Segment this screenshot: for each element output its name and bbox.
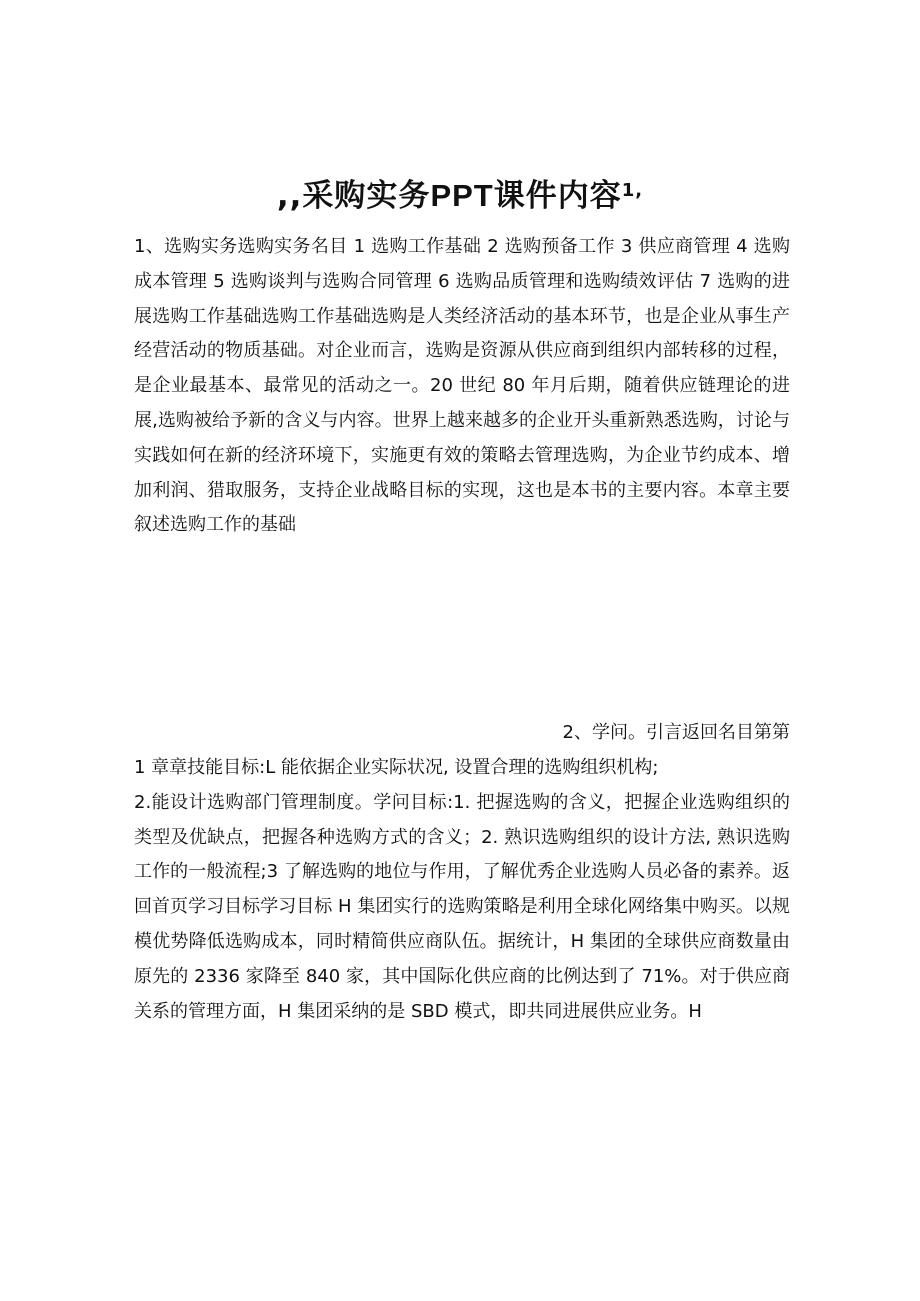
paragraph-1: 1、选购实务选购实务名目 1 选购工作基础 2 选购预备工作 3 供应商管理 4 选购成本管理 5 选购谈判与选购合同管理 6 选购品质管理和选购绩效评估 7 选购的进展选购工作基础选购工作基础选购是人类经济活动的基本环节，也是企业从事生产经营活动的物质基础。对企业而言，选购是资源从供应商到组织内部转移的过程，是企业最基本、最常见的活动之一。20 世纪 80 年月后期，随着供应链理论的进展,选购被给予新的含义与内容。世界上越来越多的企业开头重新熟悉选购，讨论与实践如何在新的经济环境下，实施更有效的策略去管理选购，为企业节约成本、增加利润、猎取服务，支持企业战略目标的实现，这也是本书的主要内容。本章主要叙述选购工作的基础 [134,236,790,536]
title-ppt: PPT [430,177,494,213]
document-title [0,167,920,220]
title-suffix: 课件内容 [493,177,622,214]
paragraph-2: 2、学问。引言返回名目第第 [562,722,790,743]
title-mark: 1, [621,179,644,201]
paragraph-3: 1 章章技能目标:L 能依据企业实际状况, 设置合理的选购组织机构; 2.能设计选购部门管理制度。学问目标:1. 把握选购的含义，把握企业选购组织的类型及优缺点，把握各种选购方式的含义；2. 熟识选购组织的设计方法, 熟识选购工作的一般流程;3 了解选购的地位与作用，了解优秀企业选购人员必备的素养。返回首页学习目标学习目标 H 集团实行的选购策略是利用全球化网络集中购买。以规模优势降低选购成本，同时精简供应商队伍。据统计，H 集团的全球供应商数量由原先的 2336 家降至 840 家，其中国际化供应商的比例达到了 71%。对于供应商关系的管理方面，H 集团采纳的是 SBD 模式，即共同进展供应业务。H [134,757,790,1022]
title-prefix: ,,采购实务 [276,177,431,214]
